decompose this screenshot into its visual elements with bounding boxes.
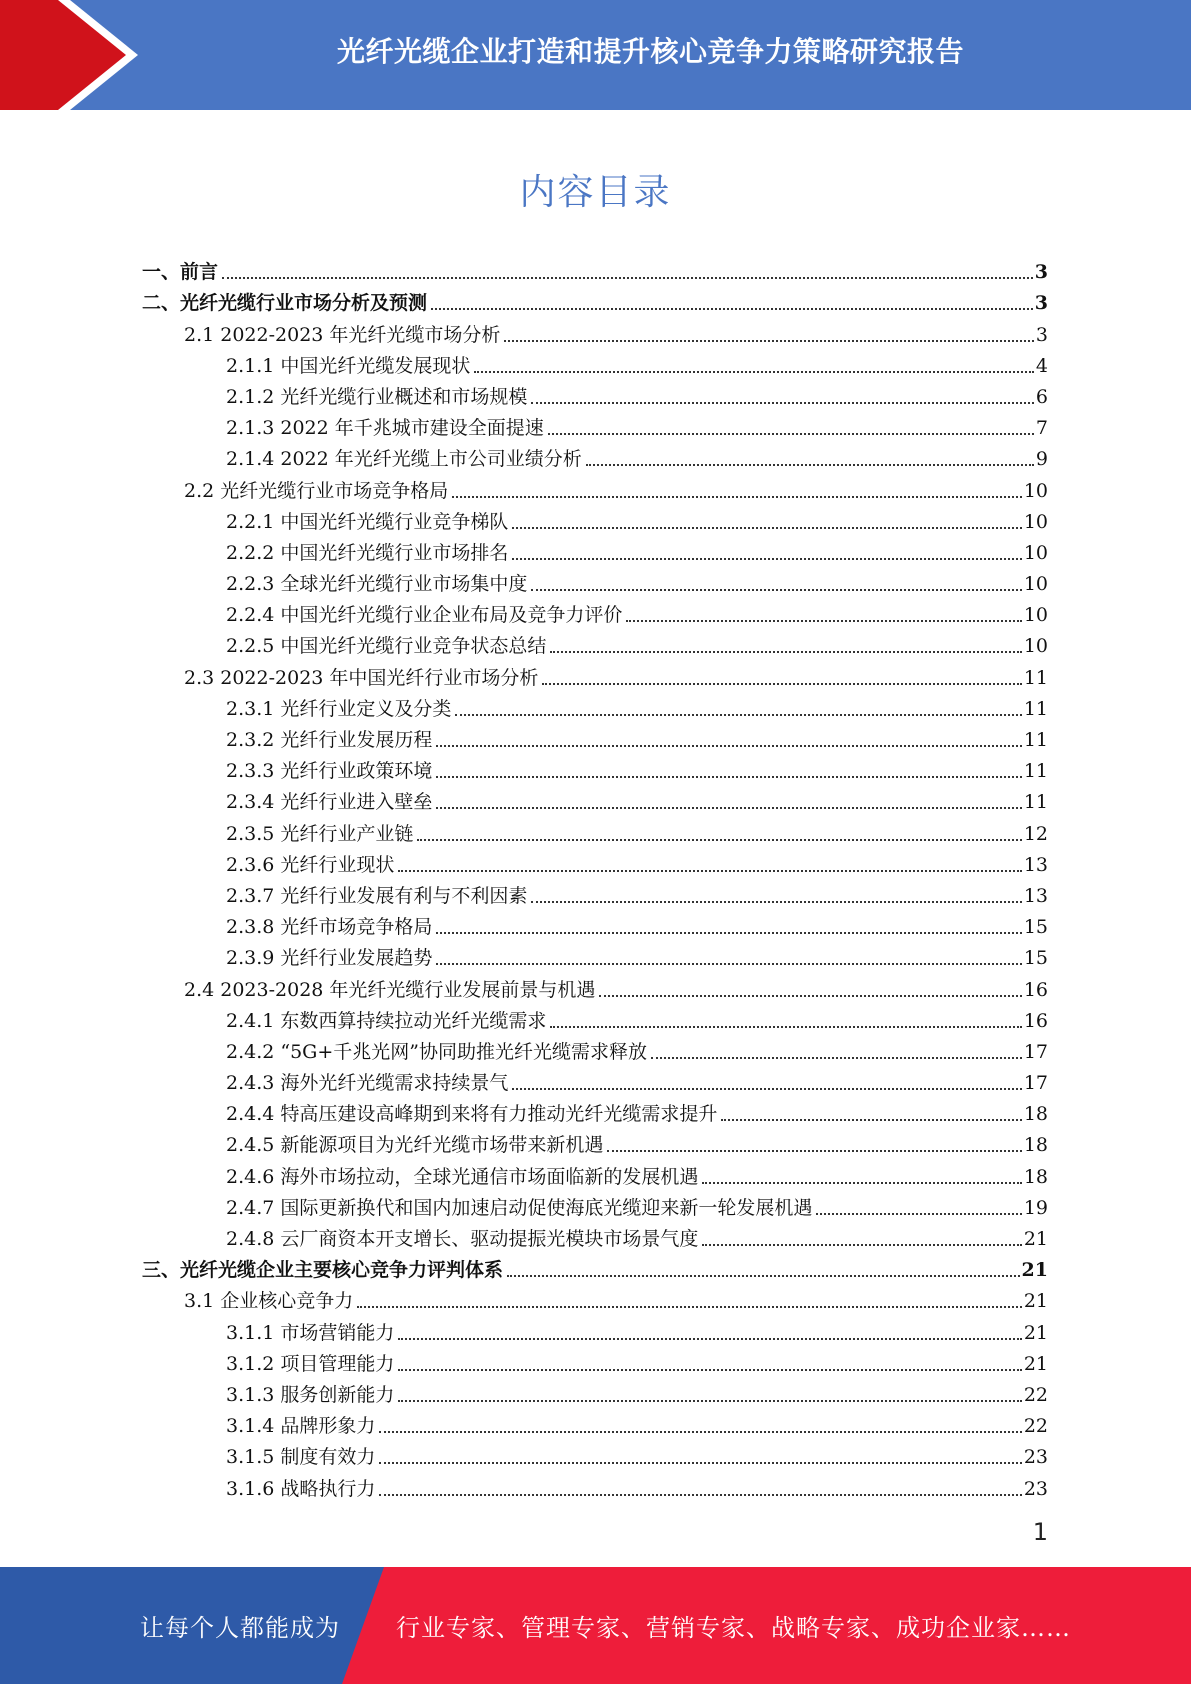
toc-entry-page: 21 bbox=[1023, 1228, 1048, 1250]
toc-entry[interactable] bbox=[142, 284, 1048, 315]
toc-entry-page: 13 bbox=[1023, 853, 1048, 876]
toc-entry[interactable] bbox=[142, 846, 1048, 877]
toc-entry-label: 2.3.1 光纤行业定义及分类 bbox=[226, 697, 452, 720]
toc-entry[interactable] bbox=[142, 503, 1048, 534]
toc-entry[interactable] bbox=[142, 315, 1048, 346]
toc-entry-page: 3 bbox=[1034, 292, 1048, 315]
toc-entry[interactable] bbox=[142, 440, 1048, 471]
toc-entry[interactable] bbox=[142, 1469, 1048, 1500]
toc-dot-leader bbox=[398, 1400, 1021, 1402]
toc-entry-page: 10 bbox=[1023, 479, 1048, 502]
toc-entry-label: 2.3 2022-2023 年中国光纤行业市场分析 bbox=[184, 666, 539, 689]
toc-entry[interactable] bbox=[142, 1095, 1048, 1126]
toc-entry-page: 11 bbox=[1023, 760, 1048, 783]
toc-dot-leader bbox=[507, 1275, 1020, 1277]
toc-entry-label: 2.3.5 光纤行业产业链 bbox=[226, 822, 414, 845]
toc-entry-page: 11 bbox=[1023, 666, 1048, 689]
toc-entry[interactable] bbox=[142, 627, 1048, 658]
toc-entry[interactable] bbox=[142, 783, 1048, 814]
toc-entry-label: 2.4.2 “5G+千兆光网”协同助推光纤光缆需求释放 bbox=[226, 1040, 647, 1063]
red-chevron-icon bbox=[0, 0, 150, 110]
toc-entry-page: 10 bbox=[1023, 573, 1048, 596]
toc-dot-leader bbox=[436, 932, 1021, 934]
toc-entry-page: 10 bbox=[1023, 510, 1048, 533]
toc-entry[interactable] bbox=[142, 908, 1048, 939]
toc-entry[interactable] bbox=[142, 1313, 1048, 1344]
toc-dot-leader bbox=[512, 1088, 1021, 1090]
toc-entry-page: 15 bbox=[1023, 947, 1048, 970]
toc-entry-page: 10 bbox=[1023, 541, 1048, 564]
page-number: 1 bbox=[1032, 1518, 1048, 1546]
toc-entry-label: 3.1.6 战略执行力 bbox=[226, 1477, 376, 1500]
toc-entry-page: 13 bbox=[1023, 884, 1048, 907]
toc-entry-label: 3.1.3 服务创新能力 bbox=[226, 1383, 395, 1406]
toc-dot-leader bbox=[398, 1338, 1021, 1340]
toc-dot-leader bbox=[626, 620, 1021, 622]
toc-dot-leader bbox=[816, 1213, 1021, 1215]
toc-entry-label: 3.1 企业核心竞争力 bbox=[184, 1290, 354, 1313]
toc-dot-leader bbox=[531, 589, 1021, 591]
toc-dot-leader bbox=[550, 1026, 1021, 1028]
toc-dot-leader bbox=[512, 558, 1021, 560]
toc-entry-label: 一、前言 bbox=[142, 261, 219, 284]
toc-entry[interactable] bbox=[142, 939, 1048, 970]
toc-entry-label: 3.1.2 项目管理能力 bbox=[226, 1352, 395, 1375]
toc-entry-page: 7 bbox=[1035, 417, 1048, 440]
toc-entry[interactable] bbox=[142, 970, 1048, 1001]
toc-entry-page: 11 bbox=[1023, 729, 1048, 751]
toc-entry-page: 21 bbox=[1023, 1290, 1048, 1313]
toc-dot-leader bbox=[607, 1150, 1021, 1152]
toc-dot-leader bbox=[721, 1119, 1021, 1121]
toc-entry[interactable] bbox=[142, 1438, 1048, 1469]
toc-entry[interactable] bbox=[142, 409, 1048, 440]
toc-entry-label: 3.1.4 品牌形象力 bbox=[226, 1415, 376, 1438]
toc-entry-page: 21 bbox=[1023, 1321, 1048, 1344]
toc-entry[interactable] bbox=[142, 1282, 1048, 1313]
toc-entry[interactable] bbox=[142, 1064, 1048, 1095]
toc-dot-leader bbox=[222, 277, 1033, 279]
toc-dot-leader bbox=[531, 901, 1021, 903]
toc-entry[interactable] bbox=[142, 347, 1048, 378]
toc-entry-page: 18 bbox=[1023, 1134, 1048, 1157]
toc-entry-page: 10 bbox=[1023, 604, 1048, 627]
toc-entry-page: 17 bbox=[1023, 1040, 1048, 1063]
toc-entry-label: 2.4.7 国际更新换代和国内加速启动促使海底光缆迎来新一轮发展机遇 bbox=[226, 1196, 813, 1219]
toc-entry[interactable] bbox=[142, 690, 1048, 721]
toc-entry-label: 2.2 光纤光缆行业市场竞争格局 bbox=[184, 479, 449, 502]
toc-dot-leader bbox=[379, 1462, 1021, 1464]
toc-entry-page: 3 bbox=[1034, 261, 1048, 284]
toc-entry-label: 2.3.3 光纤行业政策环境 bbox=[226, 760, 433, 783]
toc-entry-label: 2.4.1 东数西算持续拉动光纤光缆需求 bbox=[226, 1009, 547, 1032]
toc-entry-page: 17 bbox=[1023, 1072, 1048, 1095]
toc-entry-label: 2.2.2 中国光纤光缆行业市场排名 bbox=[226, 541, 509, 564]
toc-entry[interactable] bbox=[142, 1407, 1048, 1438]
toc-entry-label: 2.4.4 特高压建设高峰期到来将有力推动光纤光缆需求提升 bbox=[226, 1103, 718, 1126]
toc-entry-page: 4 bbox=[1035, 354, 1048, 377]
toc-entry[interactable] bbox=[142, 565, 1048, 596]
toc-entry[interactable] bbox=[142, 1189, 1048, 1220]
toc-entry-page: 18 bbox=[1023, 1103, 1048, 1126]
toc-entry-label: 3.1.5 制度有效力 bbox=[226, 1446, 376, 1469]
toc-entry[interactable] bbox=[142, 658, 1048, 689]
toc-entry-page: 22 bbox=[1023, 1415, 1048, 1438]
toc-entry-label: 2.3.6 光纤行业现状 bbox=[226, 853, 395, 876]
toc-entry-label: 2.3.8 光纤市场竞争格局 bbox=[226, 916, 433, 939]
toc-entry-label: 2.3.9 光纤行业发展趋势 bbox=[226, 947, 433, 970]
toc-entry[interactable] bbox=[142, 471, 1048, 502]
toc-dot-leader bbox=[455, 714, 1021, 716]
toc-entry-label: 二、光纤光缆行业市场分析及预测 bbox=[142, 292, 428, 315]
toc-entry-label: 2.4.8 云厂商资本开支增长、驱动提振光模块市场景气度 bbox=[226, 1228, 699, 1250]
toc-entry-page: 6 bbox=[1035, 385, 1048, 408]
toc-entry-page: 23 bbox=[1023, 1477, 1048, 1500]
toc-dot-leader bbox=[599, 995, 1021, 997]
toc-entry-label: 3.1.1 市场营销能力 bbox=[226, 1321, 395, 1344]
toc-entry-page: 11 bbox=[1023, 697, 1048, 720]
toc-dot-leader bbox=[357, 1306, 1022, 1308]
toc-entry-label: 2.4.3 海外光纤光缆需求持续景气 bbox=[226, 1072, 509, 1095]
toc-entry[interactable] bbox=[142, 1376, 1048, 1407]
toc-dot-leader bbox=[550, 651, 1021, 653]
toc-entry-page: 21 bbox=[1023, 1352, 1048, 1375]
toc-entry-page: 19 bbox=[1023, 1196, 1048, 1219]
toc-dot-leader bbox=[379, 1431, 1021, 1433]
toc-entry-label: 2.2.3 全球光纤光缆行业市场集中度 bbox=[226, 573, 528, 596]
toc-dot-leader bbox=[417, 839, 1021, 841]
toc-entry[interactable] bbox=[142, 1002, 1048, 1033]
toc-entry-label: 2.4.6 海外市场拉动，全球光通信市场面临新的发展机遇 bbox=[226, 1165, 699, 1188]
toc-entry[interactable] bbox=[142, 1345, 1048, 1376]
toc-dot-leader bbox=[452, 496, 1022, 498]
toc-entry-page: 12 bbox=[1023, 822, 1048, 845]
toc-entry-page: 23 bbox=[1023, 1446, 1048, 1469]
toc-entry-label: 2.1.4 2022 年光纤光缆上市公司业绩分析 bbox=[226, 448, 582, 471]
table-of-contents bbox=[142, 253, 1048, 1501]
toc-entry-page: 9 bbox=[1035, 448, 1048, 471]
toc-dot-leader bbox=[398, 870, 1021, 872]
toc-dot-leader bbox=[436, 776, 1021, 778]
toc-entry[interactable] bbox=[142, 253, 1048, 284]
toc-entry[interactable] bbox=[142, 534, 1048, 565]
toc-entry[interactable] bbox=[142, 1220, 1048, 1251]
toc-dot-leader bbox=[542, 683, 1021, 685]
toc-entry[interactable] bbox=[142, 877, 1048, 908]
report-header bbox=[0, 0, 1191, 110]
toc-entry[interactable] bbox=[142, 378, 1048, 409]
toc-entry[interactable] bbox=[142, 1126, 1048, 1157]
toc-entry-label: 2.1.1 中国光纤光缆发展现状 bbox=[226, 354, 471, 377]
toc-entry-page: 18 bbox=[1023, 1165, 1048, 1188]
toc-dot-leader bbox=[512, 527, 1021, 529]
toc-dot-leader bbox=[702, 1244, 1021, 1246]
toc-entry-label: 2.2.5 中国光纤光缆行业竞争状态总结 bbox=[226, 635, 547, 658]
toc-entry-page: 3 bbox=[1035, 323, 1048, 346]
toc-entry[interactable] bbox=[142, 721, 1048, 752]
toc-dot-leader bbox=[379, 1494, 1021, 1496]
toc-dot-leader bbox=[398, 1369, 1021, 1371]
toc-entry[interactable] bbox=[142, 752, 1048, 783]
toc-title: 内容目录 bbox=[519, 172, 672, 213]
toc-entry[interactable] bbox=[142, 814, 1048, 845]
footer-slogan-right: 行业专家、管理专家、营销专家、战略专家、成功企业家…… bbox=[396, 1614, 1071, 1642]
toc-dot-leader bbox=[702, 1182, 1021, 1184]
toc-entry[interactable] bbox=[142, 1157, 1048, 1188]
footer-slogan-left: 让每个人都能成为 bbox=[140, 1614, 340, 1642]
toc-entry-page: 15 bbox=[1023, 916, 1048, 939]
toc-entry-label: 2.4.5 新能源项目为光纤光缆市场带来新机遇 bbox=[226, 1134, 604, 1157]
toc-dot-leader bbox=[586, 464, 1034, 466]
toc-entry-page: 11 bbox=[1023, 791, 1048, 814]
toc-entry-label: 2.3.7 光纤行业发展有利与不利因素 bbox=[226, 884, 528, 907]
toc-dot-leader bbox=[531, 402, 1034, 404]
report-footer bbox=[0, 1567, 1191, 1684]
toc-entry-label: 2.3.2 光纤行业发展历程 bbox=[226, 729, 433, 751]
toc-entry-label: 2.3.4 光纤行业进入壁垒 bbox=[226, 791, 433, 814]
toc-entry-page: 16 bbox=[1023, 978, 1048, 1001]
toc-dot-leader bbox=[504, 340, 1033, 342]
toc-dot-leader bbox=[651, 1057, 1022, 1059]
toc-entry-page: 10 bbox=[1023, 635, 1048, 658]
toc-entry[interactable] bbox=[142, 596, 1048, 627]
toc-entry-label: 2.2.1 中国光纤光缆行业竞争梯队 bbox=[226, 510, 509, 533]
toc-entry-label: 2.2.4 中国光纤光缆行业企业布局及竞争力评价 bbox=[226, 604, 623, 627]
toc-entry-label: 2.4 2023-2028 年光纤光缆行业发展前景与机遇 bbox=[184, 978, 596, 1001]
toc-dot-leader bbox=[436, 807, 1021, 809]
toc-entry[interactable] bbox=[142, 1033, 1048, 1064]
toc-entry-label: 三、光纤光缆企业主要核心竞争力评判体系 bbox=[142, 1259, 504, 1282]
toc-dot-leader bbox=[431, 308, 1033, 310]
toc-entry-page: 16 bbox=[1023, 1009, 1048, 1032]
report-title: 光纤光缆企业打造和提升核心竞争力策略研究报告 bbox=[336, 35, 964, 68]
toc-entry-page: 21 bbox=[1021, 1259, 1048, 1282]
toc-dot-leader bbox=[436, 963, 1021, 965]
toc-entry-label: 2.1 2022-2023 年光纤光缆市场分析 bbox=[184, 323, 501, 346]
toc-entry-label: 2.1.2 光纤光缆行业概述和市场规模 bbox=[226, 385, 528, 408]
toc-entry[interactable] bbox=[142, 1251, 1048, 1282]
toc-entry-page: 22 bbox=[1023, 1383, 1048, 1406]
toc-dot-leader bbox=[436, 745, 1021, 747]
toc-dot-leader bbox=[548, 433, 1034, 435]
toc-entry-label: 2.1.3 2022 年千兆城市建设全面提速 bbox=[226, 417, 544, 440]
toc-dot-leader bbox=[474, 371, 1034, 373]
